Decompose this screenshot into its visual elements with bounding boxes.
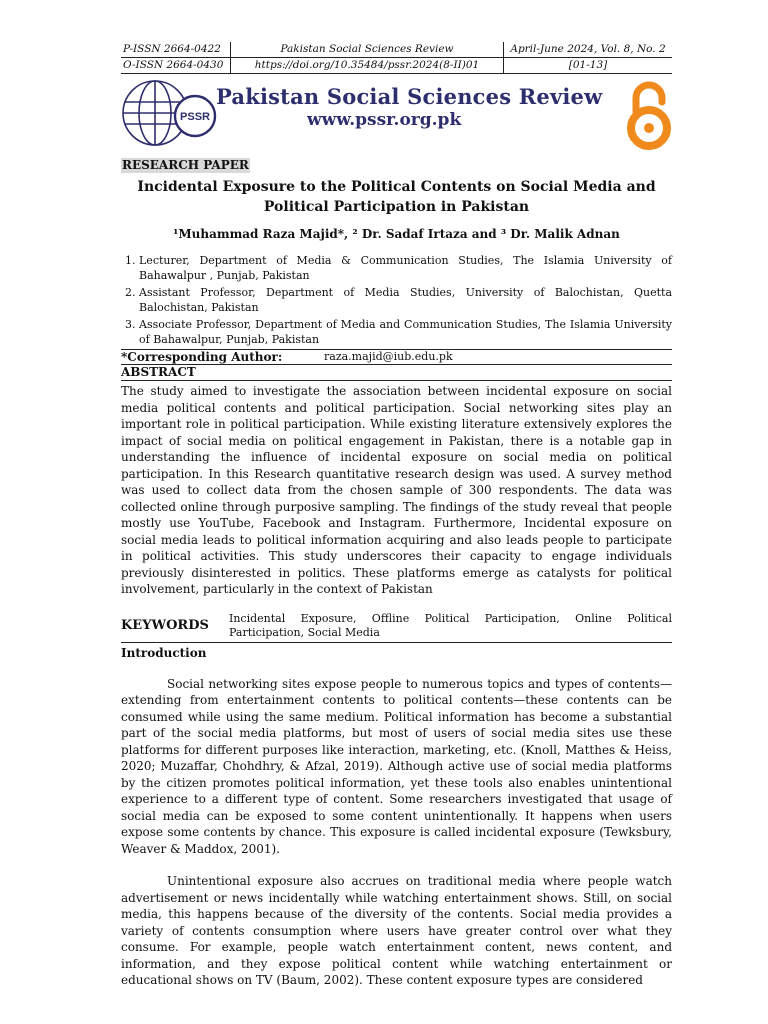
keywords-row: [121, 612, 672, 643]
article-title-line1: Incidental Exposure to the Political Contents on Social Media and: [137, 179, 656, 195]
doi-link[interactable]: https://doi.org/10.35484/pssr.2024(8-II)01: [231, 58, 504, 74]
affiliation-3: 3. Associate Professor, Department of Media and Communication Studies, The Islamia University of Bahawalpur, Punjab, Pakistan: [139, 317, 672, 347]
issn-header: [121, 42, 672, 74]
affiliations-list: [121, 253, 672, 347]
journal-url[interactable]: www.pssr.org.pk: [307, 110, 462, 130]
affiliation-2: 2. Assistant Professor, Department of Media Studies, University of Balochistan, Quetta Balochistan, Pakistan: [139, 285, 672, 315]
page-range: [01-13]: [504, 58, 673, 74]
article-title-line2: Political Participation in Pakistan: [263, 199, 530, 215]
corresponding-label: *Corresponding Author:: [121, 350, 283, 364]
journal-banner: [121, 76, 672, 154]
corresponding-author: [121, 349, 672, 365]
authors: ¹Muhammad Raza Majid*, ² Dr. Sadaf Irtaza and ³ Dr. Malik Adnan: [173, 227, 620, 241]
pssr-globe-logo: [121, 78, 217, 148]
intro-paragraph-1: Social networking sites expose people to numerous topics and types of contents—extending from entertainment contents to political contents—these contents can be consumed while using the same medium. Political information has become a substantial part of the social media platforms, but most of users of social media sites use these platforms for different purposes like interaction, marketing, etc. (Knoll, Matthes & Heiss, 2020; Muzaffar, Chohdhry, & Afzal, 2019). Although active use of social media platforms by the citizen promotes political information, yet these tools also enables unintentional experience to a different type of content. Some researchers investigated that usage of social media can be exposed to some content unintentionally. It happens when users expose some contents by chance. This exposure is called incidental exposure (Tewksbury, Weaver & Maddox, 2001).: [121, 676, 672, 856]
pssr-logo-text: PSSR: [180, 111, 210, 123]
keywords-label: KEYWORDS: [121, 618, 209, 633]
article-title: [121, 177, 672, 217]
open-access-icon: [620, 78, 678, 152]
keywords-text: Incidental Exposure, Offline Political Participation, Online Political Participation, Social Media: [229, 611, 672, 639]
p-issn: P-ISSN 2664-0422: [121, 42, 231, 58]
o-issn: O-ISSN 2664-0430: [121, 58, 231, 74]
introduction-heading: Introduction: [121, 645, 207, 660]
abstract-heading: ABSTRACT: [121, 365, 672, 381]
issue-info: April-June 2024, Vol. 8, No. 2: [504, 42, 673, 58]
journal-title: Pakistan Social Sciences Review: [216, 84, 603, 109]
affiliation-1: 1. Lecturer, Department of Media & Communication Studies, The Islamia University of Bahawalpur , Punjab, Pakistan: [139, 253, 672, 283]
article-type: RESEARCH PAPER: [122, 158, 249, 172]
abstract-text: The study aimed to investigate the association between incidental exposure on social media political contents and political participation. Social networking sites play an important role in political participation. While existing literature extensively explores the impact of social media on political engagement in Pakistan, there is a notable gap in understanding the influence of incidental exposure on social media on political participation. In this Research quantitative research design was used. A survey method was used to collect data from the chosen sample of 300 respondents. The data was collected online through purposive sampling. The findings of the study reveal that people mostly use YouTube, Facebook and Instagram. Furthermore, Incidental exposure on social media leads to political information acquiring and also leads people to participate in political activities. This study underscores their capacity to engage individuals previously disinterested in politics. These platforms emerge as catalysts for political involvement, particularly in the context of Pakistan: [121, 384, 672, 596]
paper-page: [121, 42, 672, 989]
corresponding-email[interactable]: raza.majid@iub.edu.pk: [324, 350, 453, 363]
journal-name: Pakistan Social Sciences Review: [231, 42, 504, 58]
intro-paragraph-2: Unintentional exposure also accrues on traditional media where people watch advertisement or news incidentally while watching entertainment shows. Still, on social media, this happens because of the diversity of the contents. Social media provides a variety of contents consumption where users have greater control over what they consume. For example, people watch entertainment content, news content, and information, and they expose political content while watching entertainment or educational shows on TV (Baum, 2002). These content exposure types are considered: [121, 874, 672, 987]
